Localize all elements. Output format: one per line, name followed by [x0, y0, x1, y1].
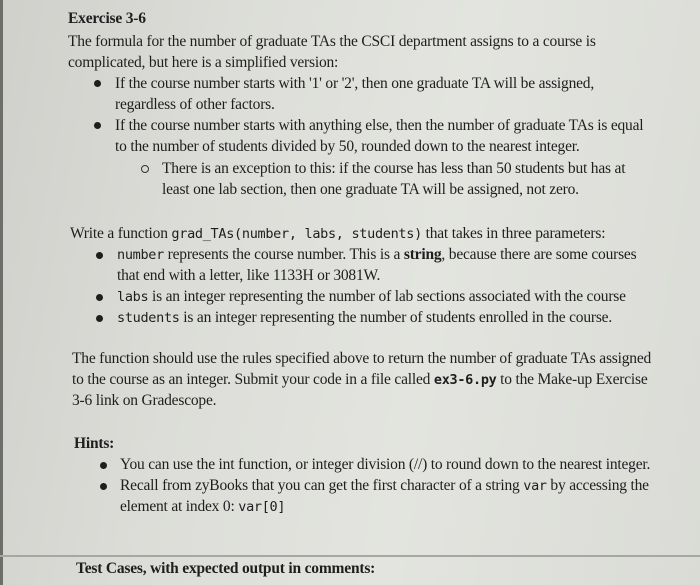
sub-bullet-icon [141, 165, 149, 173]
intro-line-2: complicated, but here is a simplified version: [68, 54, 339, 71]
param-number-line-1: number represents the course number. This is a string, because there are some courses [117, 246, 637, 263]
function-intro: Write a function grad_TAs(number, labs, students) that takes in three parameters: [70, 225, 606, 242]
test-cases-heading: Test Cases, with expected output in comments: [76, 560, 376, 577]
bullet-icon [100, 483, 107, 490]
function-signature: grad_TAs(number, labs, students) [171, 226, 422, 242]
return-line-2: to the course as an integer. Submit your code in a file called ex3-6.py to the Make-up Exercise [72, 371, 648, 388]
return-line-3: 3-6 link on Gradescope. [72, 392, 217, 409]
bullet-icon [100, 462, 107, 469]
rule-1-line-1: If the course number starts with '1' or '2', then one graduate TA will be assigned, [115, 75, 595, 92]
hint-2-line-1: Recall from zyBooks that you can get the first character of a string var by accessing the [120, 477, 649, 494]
rule-2-exception-line-1: There is an exception to this: if the course has less than 50 students but has at [162, 160, 626, 177]
bullet-icon [96, 252, 103, 259]
return-line-1: The function should use the rules specified above to return the number of graduate TAs assigned [72, 350, 652, 367]
bullet-icon [94, 80, 101, 87]
rule-2-line-2: to the number of students divided by 50, rounded down to the nearest integer. [115, 138, 580, 155]
filename: ex3-6.py [433, 372, 497, 388]
param-labs: labs is an integer representing the number of lab sections associated with the course [117, 288, 626, 305]
param-number-line-2: that end with a letter, like 1133H or 3081W. [117, 267, 381, 284]
exercise-title: Exercise 3-6 [68, 10, 146, 27]
bullet-icon [94, 122, 101, 129]
hint-2-line-2: element at index 0: var[0] [120, 498, 286, 515]
hints-heading: Hints: [74, 435, 115, 452]
rule-1-line-2: regardless of other factors. [115, 96, 275, 113]
bullet-icon [96, 294, 103, 301]
param-students: students is an integer representing the number of students enrolled in the course. [117, 309, 613, 326]
rule-2-exception-line-2: least one lab section, then one graduate TA will be assigned, not zero. [162, 181, 579, 198]
rule-2-line-1: If the course number starts with anything else, then the number of graduate TAs is equal [115, 117, 644, 134]
hint-1: You can use the int function, or integer division (//) to round down to the nearest integer. [120, 456, 651, 473]
bullet-icon [96, 315, 103, 322]
section-divider [0, 555, 700, 557]
intro-line-1: The formula for the number of graduate TAs the CSCI department assigns to a course is [68, 33, 596, 50]
